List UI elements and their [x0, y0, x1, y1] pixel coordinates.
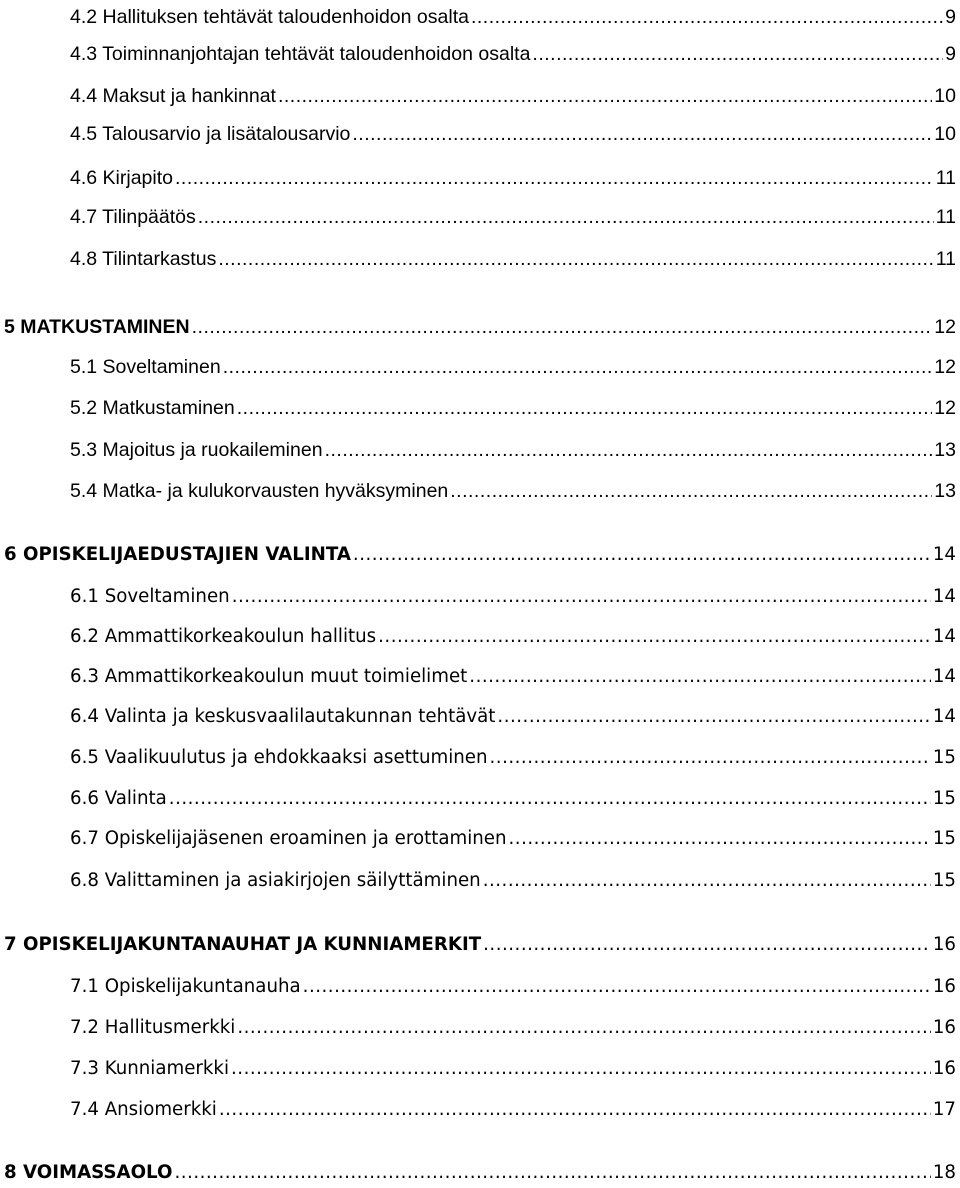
toc-entry-6-2[interactable]	[0, 620, 960, 650]
toc-entry-4-2[interactable]	[0, 0, 960, 30]
toc-entry-label: 4.7 Tilinpäätös	[70, 206, 196, 228]
dot-leader	[483, 932, 931, 958]
dot-leader	[303, 974, 931, 1000]
dot-leader	[325, 437, 933, 463]
toc-page-number: 13	[934, 439, 956, 461]
toc-chapter-label: 8 VOIMASSAOLO	[4, 1162, 173, 1183]
toc-entry-6-5[interactable]	[0, 741, 960, 771]
dot-leader	[175, 165, 934, 191]
toc-page-number: 12	[934, 356, 956, 378]
toc-entry-label: 4.3 Toiminnanjohtajan tehtävät taloudenhoidon osalta	[70, 43, 531, 65]
toc-entry-7-1[interactable]	[0, 970, 960, 1000]
toc-entry-6-3[interactable]	[0, 660, 960, 690]
toc-page-number: 14	[932, 626, 956, 647]
dot-leader	[278, 83, 932, 109]
toc-chapter-7[interactable]	[0, 928, 960, 958]
toc-page-number: 14	[932, 706, 956, 727]
toc-entry-7-4[interactable]	[0, 1093, 960, 1123]
toc-entry-label: 4.6 Kirjapito	[70, 167, 173, 189]
dot-leader	[490, 745, 931, 771]
toc-entry-label: 5.2 Matkustaminen	[70, 397, 235, 419]
dot-leader	[169, 786, 931, 812]
toc-entry-4-7[interactable]	[0, 200, 960, 230]
dot-leader	[378, 624, 931, 650]
dot-leader	[532, 41, 943, 67]
toc-chapter-label: 5 MATKUSTAMINEN	[4, 316, 190, 338]
dot-leader	[192, 314, 933, 340]
toc-entry-label: 5.3 Majoitus ja ruokaileminen	[70, 439, 323, 461]
toc-entry-label: 5.1 Soveltaminen	[70, 356, 221, 378]
toc-page-number: 16	[932, 934, 956, 955]
toc-entry-5-3[interactable]	[0, 433, 960, 463]
toc-page-number: 15	[932, 788, 956, 809]
toc-chapter-6[interactable]	[0, 538, 960, 568]
toc-chapter-label: 7 OPISKELIJAKUNTANAUHAT JA KUNNIAMERKIT	[4, 934, 482, 955]
dot-leader	[219, 1097, 931, 1123]
toc-entry-label: 6.4 Valinta ja keskusvaalilautakunnan tehtävät	[70, 706, 496, 727]
dot-leader	[353, 542, 931, 568]
toc-page-number: 12	[934, 316, 956, 338]
toc-entry-4-5[interactable]	[0, 117, 960, 147]
toc-page-number: 10	[934, 123, 956, 145]
toc-entry-4-6[interactable]	[0, 161, 960, 191]
toc-entry-label: 4.5 Talousarvio ja lisätalousarvio	[70, 123, 351, 145]
toc-entry-5-2[interactable]	[0, 391, 960, 421]
toc-entry-6-7[interactable]	[0, 822, 960, 852]
toc-page-number: 16	[932, 1017, 956, 1038]
toc-entry-5-1[interactable]	[0, 350, 960, 380]
dot-leader	[223, 354, 933, 380]
toc-entry-label: 6.7 Opiskelijajäsenen eroaminen ja erottaminen	[70, 828, 507, 849]
toc-page-number: 9	[945, 43, 956, 65]
toc-page-number: 9	[945, 6, 956, 28]
dot-leader	[237, 1015, 931, 1041]
toc-entry-6-4[interactable]	[0, 700, 960, 730]
dot-leader	[469, 664, 931, 690]
toc-page-number: 16	[932, 976, 956, 997]
toc-entry-6-6[interactable]	[0, 782, 960, 812]
toc-chapter-5[interactable]	[0, 310, 960, 340]
toc-page-number: 16	[932, 1058, 956, 1079]
toc-page-number: 14	[932, 586, 956, 607]
toc-page-number: 11	[935, 248, 956, 270]
toc-entry-7-2[interactable]	[0, 1011, 960, 1041]
toc-entry-4-8[interactable]	[0, 242, 960, 272]
toc-chapter-8[interactable]	[0, 1156, 960, 1186]
toc-entry-label: 6.6 Valinta	[70, 788, 167, 809]
toc-entry-label: 4.8 Tilintarkastus	[70, 248, 217, 270]
dot-leader	[450, 478, 932, 504]
toc-page-number: 15	[932, 828, 956, 849]
toc-entry-7-3[interactable]	[0, 1052, 960, 1082]
toc-entry-label: 7.2 Hallitusmerkki	[70, 1017, 236, 1038]
toc-page-number: 15	[932, 747, 956, 768]
toc-entry-6-1[interactable]	[0, 580, 960, 610]
toc-page-number: 15	[932, 870, 956, 891]
toc-entry-5-4[interactable]	[0, 474, 960, 504]
dot-leader	[174, 1160, 930, 1186]
toc-entry-6-8[interactable]	[0, 864, 960, 894]
dot-leader	[198, 204, 934, 230]
toc-entry-label: 4.4 Maksut ja hankinnat	[70, 85, 276, 107]
toc-entry-label: 7.3 Kunniamerkki	[70, 1058, 230, 1079]
toc-entry-label: 6.8 Valittaminen ja asiakirjojen säilyttäminen	[70, 870, 481, 891]
dot-leader	[471, 4, 943, 30]
dot-leader	[483, 868, 931, 894]
toc-page-number: 17	[932, 1099, 956, 1120]
dot-leader	[509, 826, 931, 852]
dot-leader	[237, 395, 933, 421]
toc-entry-4-4[interactable]	[0, 79, 960, 109]
toc-page-number: 18	[932, 1162, 956, 1183]
toc-entry-label: 6.5 Vaalikuulutus ja ehdokkaaksi asettuminen	[70, 747, 488, 768]
toc-page-number: 13	[934, 480, 956, 502]
toc-page-number: 12	[934, 397, 956, 419]
toc-entry-4-3[interactable]	[0, 37, 960, 67]
toc-entry-label: 7.1 Opiskelijakuntanauha	[70, 976, 301, 997]
toc-page-number: 14	[932, 544, 956, 565]
toc-entry-label: 6.2 Ammattikorkeakoulun hallitus	[70, 626, 377, 647]
toc-page-number: 10	[934, 85, 956, 107]
toc-chapter-label: 6 OPISKELIJAEDUSTAJIEN VALINTA	[4, 544, 351, 565]
dot-leader	[232, 584, 931, 610]
toc-entry-label: 6.1 Soveltaminen	[70, 586, 230, 607]
toc-page-number: 11	[935, 167, 956, 189]
toc-entry-label: 5.4 Matka- ja kulukorvausten hyväksyminen	[70, 480, 449, 502]
toc-entry-label: 4.2 Hallituksen tehtävät taloudenhoidon osalta	[70, 6, 469, 28]
dot-leader	[497, 704, 930, 730]
dot-leader	[352, 121, 932, 147]
toc-page-number: 11	[935, 206, 956, 228]
dot-leader	[231, 1056, 931, 1082]
toc-entry-label: 7.4 Ansiomerkki	[70, 1099, 217, 1120]
toc-entry-label: 6.3 Ammattikorkeakoulun muut toimielimet	[70, 666, 468, 687]
toc-page-number: 14	[932, 666, 956, 687]
dot-leader	[218, 246, 933, 272]
